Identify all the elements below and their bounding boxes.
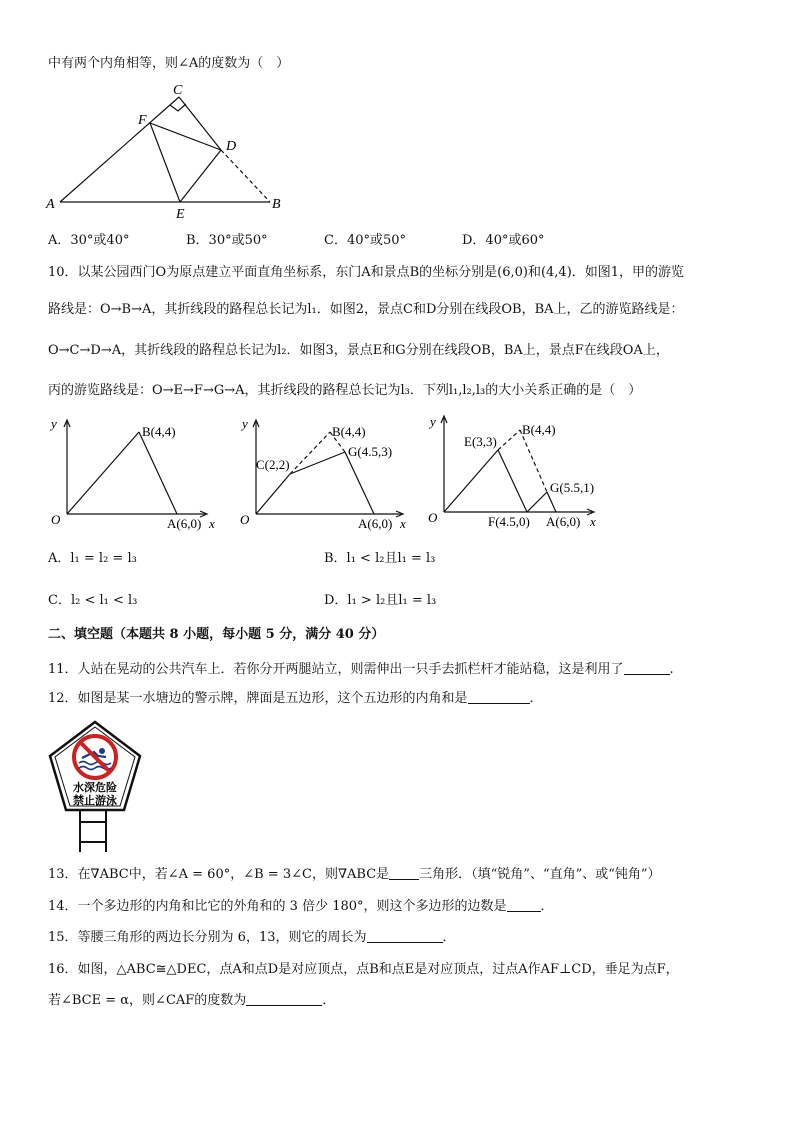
q10-option-a[interactable]: A．l₁ = l₂ = l₃ — [48, 551, 137, 566]
q11-text: 11．人站在晃动的公共汽车上．若你分开两腿站立，则需伸出一只手去抓栏杆才能站稳，这是利用了 — [48, 662, 624, 677]
q16-answer-blank[interactable] — [246, 992, 322, 1006]
fig2-x-label: x — [400, 516, 406, 531]
fig3-E-label: E(3,3) — [464, 434, 497, 449]
label-E: E — [176, 207, 185, 220]
label-D: D — [226, 139, 237, 154]
q15-text: 15．等腰三角形的两边长分别为 6，13，则它的周长为 — [48, 930, 367, 945]
fig2-B-label: B(4,4) — [332, 424, 366, 439]
q10-option-b[interactable]: B．l₁ < l₂且l₁ = l₃ — [324, 551, 436, 566]
section-title: 二、填空题（本题共 8 小题，每小题 5 分，满分 40 分） — [48, 627, 385, 642]
q14-end: ． — [540, 899, 554, 914]
fig2-G-label: G(4.5,3) — [348, 444, 393, 459]
q16-line1: 16．如图，△ABC≅△DEC，点A和点D是对应顶点，点B和点E是对应顶点，过点A作AF⊥CD，垂足为点F， — [48, 962, 679, 977]
q16-line2: 若∠BCE = α，则∠CAF的度数为 — [48, 993, 247, 1008]
q14-text: 14．一个多边形的内角和比它的外角和的 3 倍少 180°，则这个多边形的边数是 — [48, 899, 507, 914]
q16-end: ． — [322, 993, 336, 1008]
sign-text-line1: 水深危险 — [73, 782, 117, 794]
q12-text: 12．如图是某一水塘边的警示牌，牌面是五边形，这个五边形的内角和是 — [48, 691, 468, 706]
q11-answer-blank[interactable] — [624, 661, 670, 675]
sign-text-line2: 禁止游泳 — [73, 795, 117, 807]
q12 — [48, 690, 543, 708]
q15-answer-blank[interactable] — [367, 929, 443, 943]
fig3-y-label: y — [430, 414, 436, 429]
q15 — [48, 929, 456, 947]
q15-end: ． — [442, 930, 456, 945]
fig2-A-label: A(6,0) — [358, 516, 393, 531]
q10-figure-3 — [424, 408, 614, 532]
label-A: A — [46, 197, 55, 212]
fig1-y-label: y — [51, 416, 57, 431]
fig2-y-label: y — [242, 416, 248, 431]
fig1-O-label: O — [51, 512, 61, 527]
q10-line1: 10．以某公园西门O为原点建立平面直角坐标系，东门A和景点B的坐标分别是(6,0)和(4,4)．如图1，甲的游览 — [48, 265, 685, 280]
fig2-O-label: O — [240, 512, 250, 527]
label-F: F — [138, 113, 147, 128]
warning-sign-image — [48, 718, 144, 856]
q10-figure-2 — [236, 412, 426, 532]
fig3-F-label: F(4.5,0) — [488, 514, 530, 529]
fig1-B-label: B(4,4) — [142, 424, 176, 439]
q11-end: . — [669, 662, 674, 677]
fig3-x-label: x — [590, 514, 596, 529]
q9-option-d[interactable]: D．40°或60° — [462, 233, 545, 248]
q12-end: ． — [529, 691, 543, 706]
q9-option-c[interactable]: C．40°或50° — [324, 233, 407, 248]
fig3-B-label: B(4,4) — [522, 422, 556, 437]
fig3-O-label: O — [428, 510, 438, 525]
fig1-A-label: A(6,0) — [167, 516, 202, 531]
q11 — [48, 661, 674, 679]
fig2-C-label: C(2,2) — [256, 457, 290, 472]
fig3-A-label: A(6,0) — [546, 514, 581, 529]
label-C: C — [173, 83, 183, 98]
q10-option-c[interactable]: C．l₂ < l₁ < l₃ — [48, 593, 138, 608]
q9-option-a[interactable]: A．30°或40° — [48, 233, 130, 248]
label-B: B — [272, 197, 281, 212]
q13-answer-blank[interactable] — [389, 866, 419, 880]
q13-end: 三角形．（填“锐角”、“直角”、或“钝角”） — [419, 867, 661, 882]
q10-line2: 路线是：O→B→A，其折线段的路程总长记为l₁．如图2，景点C和D分别在线段OB，BA上，乙的游览路线是： — [48, 302, 684, 317]
q9-stem: 中有两个内角相等，则∠A的度数为（ ） — [48, 56, 290, 71]
fig3-G-label: G(5.5,1) — [550, 480, 595, 495]
q14-answer-blank[interactable] — [507, 898, 541, 912]
q14 — [48, 898, 554, 916]
q13 — [48, 866, 661, 884]
q12-answer-blank[interactable] — [468, 690, 530, 704]
q9-triangle-figure — [40, 80, 300, 220]
fig1-x-label: x — [209, 516, 215, 531]
q10-line3: O→C→D→A，其折线段的路程总长记为l₂．如图3，景点E和G分别在线段OB，BA上，景点F在线段OA上， — [48, 343, 669, 358]
q9-option-b[interactable]: B．30°或50° — [186, 233, 268, 248]
q10-line4: 丙的游览路线是：O→E→F→G→A，其折线段的路程总长记为l₃．下列l₁,l₂,l₃的大小关系正确的是（ ） — [48, 383, 642, 398]
q16-line2-wrap — [48, 992, 335, 1010]
q13-text: 13．在∇ABC中，若∠A = 60°，∠B = 3∠C，则∇ABC是 — [48, 867, 390, 882]
q10-figure-1 — [45, 412, 230, 532]
q10-option-d[interactable]: D．l₁ > l₂且l₁ = l₃ — [324, 593, 437, 608]
